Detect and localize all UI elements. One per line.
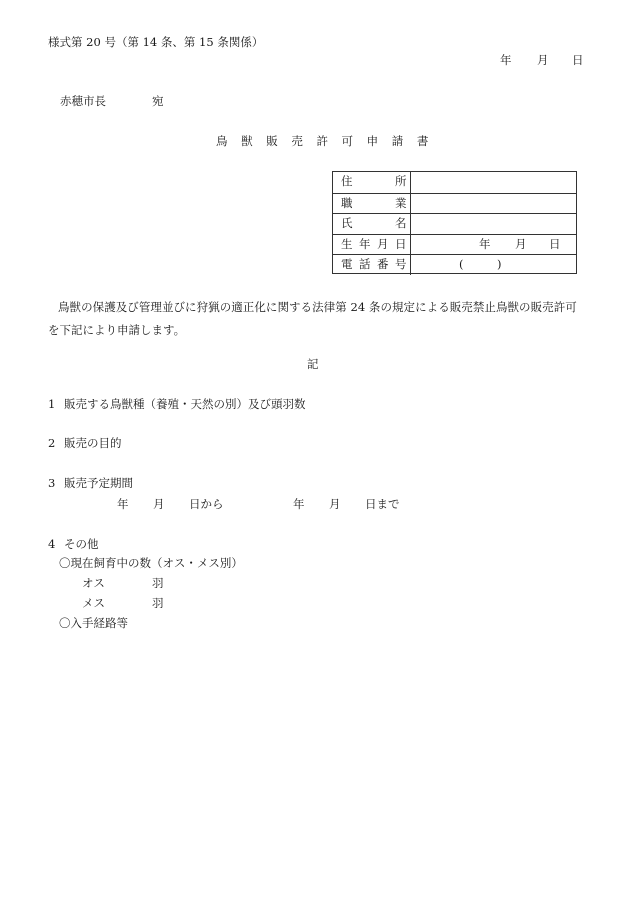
title-char: 可 bbox=[341, 134, 367, 148]
phone-close-paren: ) bbox=[497, 257, 502, 272]
item-number: 2 bbox=[48, 436, 56, 450]
statement-line-2: を下記により申請します。 bbox=[48, 323, 186, 337]
occupation-label bbox=[333, 194, 411, 214]
item-text: 販売する鳥獣種（養殖・天然の別）及び頭羽数 bbox=[64, 397, 306, 411]
start-month-label: 月 bbox=[153, 497, 165, 511]
birthdate-label bbox=[333, 235, 411, 255]
label-char: 年 bbox=[359, 236, 371, 251]
application-statement bbox=[48, 296, 588, 342]
label-char: 番 bbox=[377, 257, 389, 272]
label-char: 話 bbox=[359, 257, 371, 272]
male-unit: 羽 bbox=[152, 576, 164, 590]
female-label: メス bbox=[82, 596, 105, 610]
label-char: 氏 bbox=[341, 216, 353, 231]
label-char: 月 bbox=[377, 236, 389, 251]
birthdate-field[interactable] bbox=[411, 235, 576, 255]
phone-row bbox=[333, 254, 576, 275]
phone-field[interactable] bbox=[411, 255, 576, 275]
item-number: 4 bbox=[48, 537, 56, 551]
address-label bbox=[333, 172, 411, 193]
male-label: オス bbox=[82, 576, 105, 590]
title-char: 販 bbox=[266, 134, 292, 148]
birth-year-label: 年 bbox=[479, 236, 491, 251]
item-text: その他 bbox=[64, 537, 99, 551]
month-label: 月 bbox=[537, 53, 549, 67]
label-char: 所 bbox=[395, 174, 407, 188]
start-year-label: 年 bbox=[117, 497, 129, 511]
label-char: 職 bbox=[341, 195, 353, 210]
title-char: 書 bbox=[416, 134, 442, 148]
end-month-label: 月 bbox=[329, 497, 341, 511]
occupation-field[interactable] bbox=[411, 194, 576, 214]
label-char: 日 bbox=[395, 236, 407, 251]
label-char: 号 bbox=[395, 257, 407, 272]
ki-heading: 記 bbox=[307, 357, 319, 371]
year-label: 年 bbox=[500, 53, 512, 67]
addressee-name: 赤穂市長 bbox=[60, 94, 106, 108]
item-number: 1 bbox=[48, 397, 56, 411]
start-day-label: 日から bbox=[189, 497, 224, 511]
occupation-row bbox=[333, 193, 576, 214]
birth-month-label: 月 bbox=[515, 236, 527, 251]
title-char: 申 bbox=[366, 134, 392, 148]
title-char: 請 bbox=[391, 134, 417, 148]
phone-open-paren: ( bbox=[459, 257, 464, 272]
name-field[interactable] bbox=[411, 214, 576, 234]
title-char: 鳥 bbox=[216, 134, 242, 148]
label-char: 電 bbox=[341, 257, 353, 272]
name-label bbox=[333, 214, 411, 234]
end-year-label: 年 bbox=[293, 497, 305, 511]
acquisition-route-heading: 〇入手経路等 bbox=[59, 616, 128, 630]
birth-day-label: 日 bbox=[549, 236, 561, 251]
label-char: 名 bbox=[395, 216, 407, 231]
address-field[interactable] bbox=[411, 172, 576, 193]
addressee-honorific: 宛 bbox=[152, 94, 164, 108]
birthdate-row bbox=[333, 234, 576, 255]
name-row bbox=[333, 213, 576, 234]
label-char: 住 bbox=[341, 174, 353, 188]
form-number: 様式第 20 号（第 14 条、第 15 条関係） bbox=[48, 35, 264, 49]
statement-line-1: 鳥獣の保護及び管理並びに狩猟の適正化に関する法律第 24 条の規定による販売禁止鳥獣の販売許可 bbox=[58, 300, 577, 314]
female-unit: 羽 bbox=[152, 596, 164, 610]
title-char: 獣 bbox=[241, 134, 267, 148]
applicant-info-table bbox=[332, 171, 577, 274]
end-day-label: 日まで bbox=[365, 497, 400, 511]
title-char: 売 bbox=[291, 134, 317, 148]
address-row bbox=[333, 172, 576, 193]
item-number: 3 bbox=[48, 476, 56, 490]
phone-label bbox=[333, 255, 411, 275]
document-title bbox=[216, 136, 442, 148]
item-text: 販売予定期間 bbox=[64, 476, 133, 490]
label-char: 業 bbox=[395, 195, 407, 210]
day-label: 日 bbox=[572, 53, 584, 67]
item-text: 販売の目的 bbox=[64, 436, 122, 450]
title-char: 許 bbox=[316, 134, 342, 148]
current-count-heading: 〇現在飼育中の数（オス・メス別） bbox=[59, 556, 243, 570]
label-char: 生 bbox=[341, 236, 353, 251]
